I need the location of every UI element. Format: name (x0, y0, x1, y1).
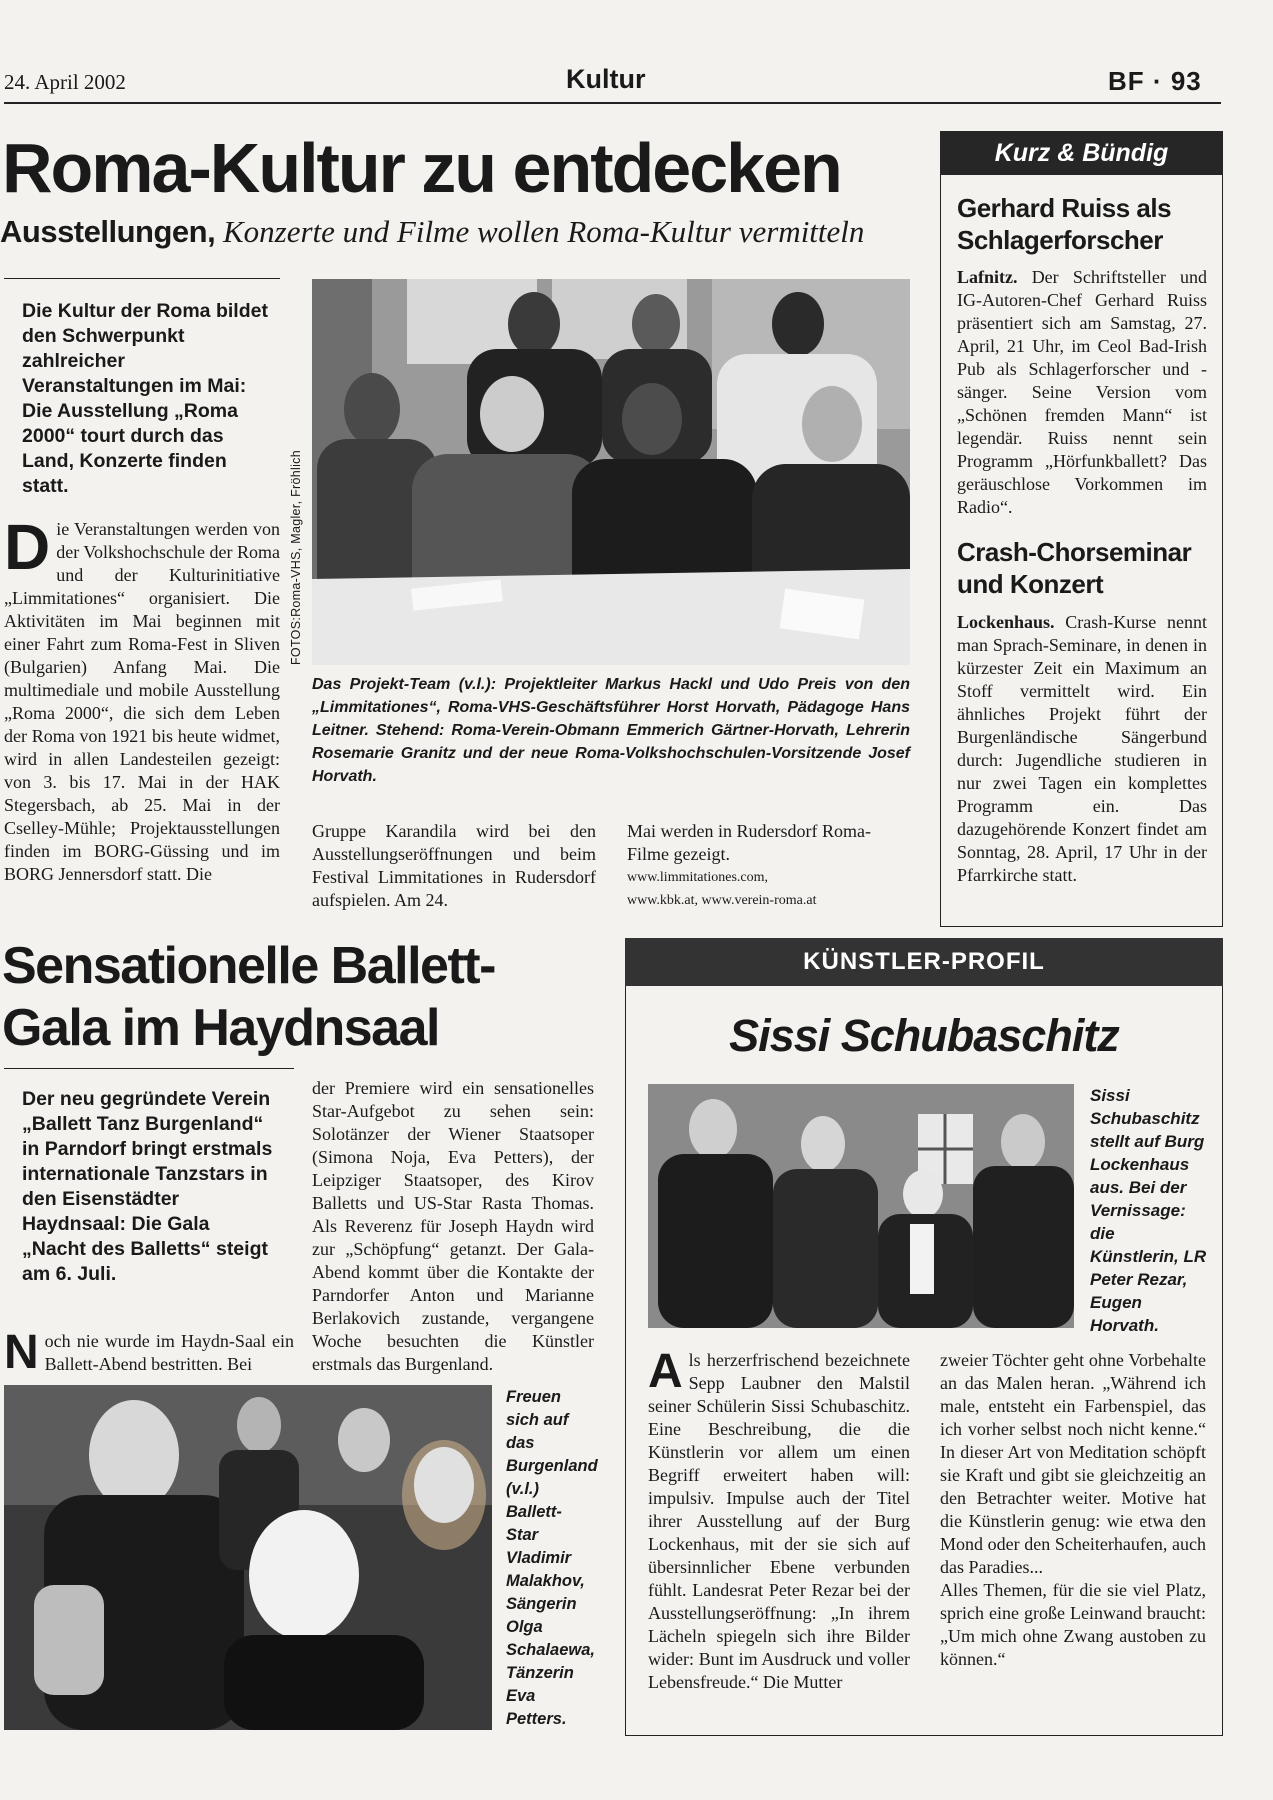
header-date: 24. April 2002 (4, 70, 126, 94)
ballett-photo-image (4, 1385, 492, 1730)
profil-col1 (648, 1345, 910, 1694)
kurz-para-2: Crash-Kurse nennt man Sprach-Seminare, in denen in kürzester Zeit ein Maximum an Stoff vermittelt wird. Ein ähnliches Projekt führt der Burgenländische Sängerbund durch: Jugendliche studieren in nur zwei Tagen ein komplettes Programm ein. Das dazugehörende Konzert findet am Sonntag, 28. April, 17 Uhr in der Pfarrkirche statt. (957, 612, 1208, 885)
roma-headline: Roma-Kultur zu entdecken (2, 129, 841, 207)
roma-lead-rule (4, 278, 280, 279)
roma-photo-caption: Das Projekt-Team (v.l.): Projektleiter Markus Hackl und Udo Preis von den „Limmitationes“, Roma-VHS-Geschäftsführer Horst Horvath, Pädagoge Hans Leitner. Stehend: Roma-Verein-Obmann Emmerich Gärtner-Horvath, Lehrerin Rosemarie Granitz und der neue Roma-Volkshochschulen-Vorsitzende Josef Horvath. (312, 676, 910, 785)
ballett-photo-caption: Freuen sich auf das Burgenland (v.l.) Ballett-Star Vladimir Malakhov, Sängerin Olga Schalaewa, Tänzerin Eva Petters. (506, 1388, 598, 1728)
roma-body1: ie Veranstaltungen werden von der Volkshochschule der Roma und der Kulturinitiative „Limmitationes“ organisiert. Die Aktivitäten im Mai beginnen mit einer Fahrt zum Roma-Fest in Sliven (Bulgarien) Anfang Mai. Die multimediale und mobile Ausstellung „Roma 2000“, die sich dem Leben der Roma von 1921 bis heute widmet, wird in allen Landesteilen gezeigt: von 3. bis 17. Mai in der HAK Stegersbach, ab 25. Mai in der Cselley-Mühle; Projektausstellungen finden im BORG-Güssing und im BORG Jennersdorf statt. Die (4, 519, 280, 884)
profil-text-2a: zweier Töchter geht ohne Vorbehalte an das Malen heran. „Während ich male, entsteht ein Farbenspiel, das ich vorher selbst noch nicht kenne.“ In dieser Art von Meditation schöpft sie Kraft und gibt sie gleichzeitig an den Betrachter weiter. Motive hat die Künstlerin genug: wie etwa den Mond oder den Scheiterhaufen, auch das Paradies... (940, 1350, 1206, 1577)
roma-team-photo (312, 279, 910, 665)
kurz-place-1: Lafnitz. (957, 267, 1018, 287)
profil-photo (648, 1084, 1074, 1328)
kurz-headline-1: Gerhard Ruiss als Schlagerforscher (957, 193, 1172, 255)
kurz-text-1 (957, 266, 1207, 519)
roma-body-col2: Gruppe Karandila wird bei den Ausstellungseröffnungen und beim Festival Limmitationes in Rudersdorf aufspielen. Am 24. (312, 821, 596, 910)
ballett-photo (4, 1385, 492, 1730)
kurz-banner: Kurz & Bündig (940, 131, 1223, 175)
roma-photo-image (312, 279, 910, 665)
profil-text-1: ls herzerfrischend bezeichnete Sepp Laubner den Malstil seiner Schülerin Sissi Schubaschitz. Eine Beschreibung, die die Künstlerin vor allem um einen Begriff erweitert haben will: impulsiv. Impulse auch der Titel ihrer Ausstellung auf der Burg Lockenhaus, mit der sie sich auf übersinnlicher Ebene verbunden fühlt. Landesrat Peter Rezar bei der Ausstellungseröffnung: „In ihrem Lächeln spiegeln sich ihre Bilder wider: Bunt im Ausdruck und voller Lebensfreude.“ Die Mutter (648, 1350, 910, 1692)
profil-dropcap: A (648, 1345, 683, 1398)
roma-sub-bold: Ausstellungen, (0, 214, 216, 249)
kurz-headline-2: Crash-Chorseminar und Konzert (957, 537, 1192, 599)
profil-col2 (940, 1349, 1206, 1671)
ballett-headline-2: Gala im Haydnsaal (2, 999, 439, 1057)
kurz-text-2 (957, 611, 1207, 887)
paper-code: BF (1108, 66, 1145, 96)
roma-sub-italic: Konzerte und Filme wollen Roma-Kultur vermitteln (222, 214, 865, 249)
ballett-dropcap: N (4, 1326, 39, 1379)
ballett-body-col1 (4, 1326, 294, 1379)
section-title: Kultur (566, 64, 646, 94)
ballett-headline-1: Sensationelle Ballett- (2, 937, 495, 995)
roma-lead: Die Kultur der Roma bildet den Schwerpunkt zahlreicher Veranstaltungen im Mai: Die Ausstellung „Roma 2000“ tourt durch das Land, Konzerte finden statt. (22, 300, 268, 497)
profil-photo-image (648, 1084, 1074, 1328)
roma-body-col1 (4, 518, 280, 918)
ballett-lead-rule (4, 1068, 294, 1069)
roma-body-col3: Mai werden in Rudersdorf Roma-Filme gezeigt. (627, 821, 871, 864)
page-num: 93 (1170, 66, 1202, 96)
photo-credit: FOTOS:Roma-VHS, Magler, Fröhlich (289, 450, 303, 665)
ballett-body-col2: der Premiere wird ein sensationelles Star-Aufgebot zu sehen sein: Solotänzer der Wiener Staatsoper (Simona Noja, Eva Petters), der Leipziger Staatsoper, des Kirov Balletts und US-Star Rasta Thomas. Als Reverenz für Joseph Haydn wird zur „Schöpfung“ getanzt. Der Gala-Abend kommt über die Kontakte der Parndorfer Anton und Marianne Berlakovich zustande, vergangene Woche besuchten die Künstler erstmals das Burgenland. (312, 1078, 594, 1374)
roma-dropcap: D (4, 518, 51, 583)
profil-banner: KÜNSTLER-PROFIL (625, 938, 1223, 986)
kurz-para-1: Der Schriftsteller und IG-Autoren-Chef Gerhard Ruiss präsentiert sich am Samstag, 27. April, 21 Uhr, im Ceol Bad-Irish Pub als Schlagerforscher und -sänger. Seine Version vom „Schönen fremden Mann“ ist legendär. Ruiss nennt sein Programm „Hörfunkballett? Das geräuschlose Vorkommen im Radio“. (957, 267, 1208, 517)
kurz-place-2: Lockenhaus. (957, 612, 1055, 632)
profil-text-2b: Alles Themen, für die sie viel Platz, sprich eine große Leinwand braucht: „Um mich ohne Zwang austoben zu können.“ (940, 1580, 1206, 1669)
roma-link-2[interactable]: www.kbk.at, www.verein-roma.at (627, 893, 817, 908)
header-rule (4, 102, 1221, 104)
profil-photo-caption: Sissi Schubaschitz stellt auf Burg Lockenhaus aus. Bei der Vernissage: die Künstlerin, LR Peter Rezar, Eugen Horvath. (1090, 1086, 1207, 1335)
roma-link-1[interactable]: www.limmitationes.com, (627, 870, 769, 885)
page-number (1108, 66, 1202, 97)
ballett-lead: Der neu gegründete Verein „Ballett Tanz Burgenland“ in Parndorf bringt erstmals internationale Tanzstars in den Eisenstädter Haydnsaal: Die Gala „Nacht des Balletts“ steigt am 6. Juli. (22, 1088, 273, 1285)
profil-artist-name: Sissi Schubaschitz (729, 1010, 1119, 1061)
ballett-body1: och nie wurde im Haydn-Saal ein Ballett-Abend bestritten. Bei (44, 1331, 294, 1374)
roma-subheadline (0, 214, 864, 250)
dot-separator: · (1152, 66, 1163, 96)
